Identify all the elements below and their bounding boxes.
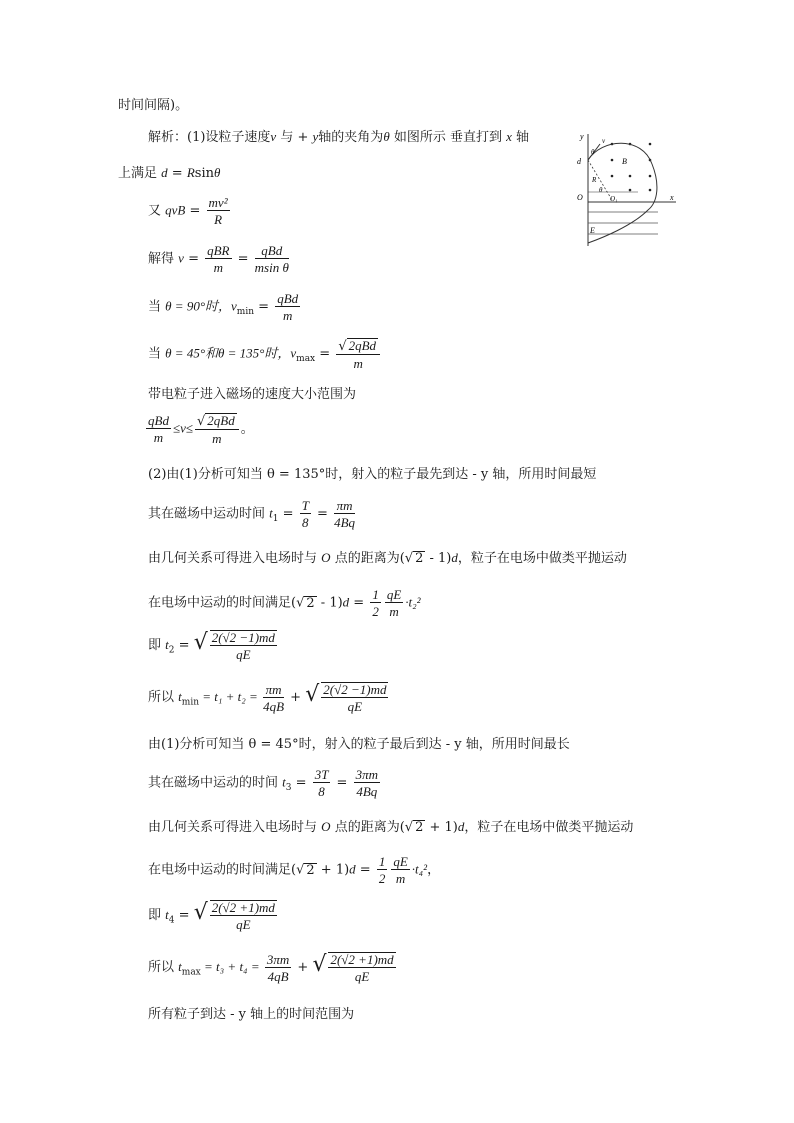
text: 又 — [148, 203, 162, 219]
text: 即 — [148, 638, 162, 653]
var: t — [282, 774, 286, 790]
text: = t₁ + t₂ = — [199, 689, 262, 704]
text: ，粒子在电场中做类平抛运动 — [464, 820, 634, 835]
sqrt-expression: √ $\frac{2(√2 -1)md}{qE}$ — [193, 630, 275, 662]
fraction-3T-8: $\frac{3T}{8}$ — [314, 767, 329, 799]
fraction-qBR-m: $\frac{\text{qBR}}{m}$ — [207, 243, 230, 275]
var: v — [178, 250, 184, 266]
sub: 3 — [285, 783, 292, 794]
text: 如图所示 垂直打到 — [393, 130, 502, 145]
sqrt: 2 — [306, 595, 315, 611]
var: y — [312, 129, 319, 144]
text-line-20: 即 $t_4$ = √ $\frac{2(√2 +1)md}{qE}$ — [148, 900, 279, 931]
text: = — [349, 595, 369, 611]
text-line-21: 所以 $t_{max} = t_3 + t_4$ = $\frac{3\pi m}{4qB}$ + √ $\frac{2(√2 +1)md}{qE}$ — [148, 952, 398, 983]
text: 点的距离为( — [334, 820, 405, 835]
text: 轴 — [516, 130, 530, 145]
text: 其在磁场中运动的时间 — [148, 775, 279, 791]
text: 在电场中运动的时间满足( — [148, 862, 297, 878]
text-line-1 — [118, 99, 188, 112]
var: x — [506, 129, 512, 144]
text-line-5: 解得 v = $\frac{\text{qBR}}{m}$ = $\frac{\text{qBd}}{\text{msin θ}}$ — [148, 243, 289, 275]
label-y: y — [580, 132, 584, 141]
var: t — [165, 637, 169, 652]
var: t — [178, 689, 182, 704]
var: t — [165, 907, 169, 922]
text: ，粒子在电场中做类平抛运动 — [457, 551, 627, 566]
sqrt: 2 — [415, 820, 424, 835]
text: 带电粒子进入磁场的速度大小范围为 — [148, 387, 357, 402]
text: 其在磁场中运动时间 — [148, 506, 266, 522]
text-line-17: 其在磁场中运动的时间 $t_3$ = $\frac{3T}{8}$ = $\frac{3\pi m}{4Bq}$ — [148, 767, 378, 799]
label-R: R — [592, 176, 597, 184]
text: 上满足 — [118, 166, 158, 181]
text-line-16 — [148, 738, 570, 751]
fraction-qBd-m-low: $\frac{\text{qBd}}{m}$ — [148, 413, 169, 445]
text: 即 — [148, 908, 162, 923]
label-d: d — [577, 157, 581, 166]
fraction-qBd-m: $\frac{\text{qBd}}{m}$ — [277, 291, 299, 323]
sqrt: 2 — [306, 862, 315, 878]
sqrt: 2 — [415, 551, 424, 566]
sub: 2 — [168, 645, 175, 656]
var: v — [231, 298, 237, 314]
var: t — [269, 505, 273, 521]
label-theta-2: θ — [599, 186, 603, 194]
fraction-1-2: $\frac{1}{2}$ — [372, 587, 379, 619]
text: 由几何关系可得进入电场时与 — [148, 551, 318, 566]
text-line-19: 在电场中运动的时间满足(√ 2 + 1)d = $\frac{1}{2}$ $\frac{qE}{m}$ ·t₄²， — [148, 854, 441, 886]
sqrt-expression: √ $\frac{2(√2 +1)md}{qE}$ — [312, 952, 394, 984]
var: d — [349, 861, 356, 877]
text: 由几何关系可得进入电场时与 — [148, 820, 318, 835]
var: θ — [383, 129, 390, 144]
text-line-10 — [148, 468, 596, 481]
text: 所有粒子到达 - y 轴上的时间范围为 — [148, 1007, 355, 1022]
label-theta: θ — [591, 148, 595, 156]
sub: max — [296, 354, 316, 365]
fraction-sqrt2qBd-m-high: $\frac{\text{√ 2qBd}}{m}$ — [195, 413, 239, 445]
text: - 1) — [316, 595, 343, 611]
text: = t₃ + t₄ = — [200, 959, 263, 974]
text-line-22 — [148, 1008, 354, 1021]
text: 时间间隔)。 — [118, 98, 189, 113]
sqrt-expression: √ $\frac{2(√2 -1)md}{qE}$ — [305, 682, 387, 714]
var: d — [457, 819, 465, 834]
fraction-sqrt2qBd-m: $\frac{\text{√ 2qBd}}{m}$ — [336, 338, 380, 370]
var: θ — [213, 165, 221, 180]
fraction-3pim-4qB: $\frac{3\pi m}{4qB}$ — [266, 951, 290, 984]
fraction-T-8: $\frac{T}{8}$ — [301, 498, 309, 530]
text-line-3 — [118, 166, 220, 180]
fraction-pim-4Bq: $\frac{\pi m}{4Bq}$ — [334, 498, 356, 530]
text-line-2 — [148, 130, 529, 144]
text: + 1) — [425, 820, 458, 835]
var: O — [321, 550, 331, 565]
fraction-qBd-msin: $\frac{\text{qBd}}{\text{msin θ}}$ — [254, 243, 289, 275]
fraction-qE-m: $\frac{qE}{m}$ — [386, 587, 402, 619]
label-O: O — [577, 193, 583, 202]
sub: 1 — [272, 514, 279, 525]
text: 。 — [240, 421, 254, 437]
fraction-pim-4qB: $\frac{\pi m}{4qB}$ — [263, 681, 285, 714]
text-line-14: 即 $t_2$ = √ $\frac{2(√2 -1)md}{qE}$ — [148, 630, 279, 661]
text: 当 — [148, 299, 162, 315]
var: v — [270, 129, 277, 144]
sub: max — [181, 967, 201, 978]
text-line-11: 其在磁场中运动时间 $t_1$ = $\frac{T}{8}$ = $\frac{\pi m}{4Bq}$ — [148, 498, 356, 530]
text: 解析：(1)设粒子速度 — [148, 130, 271, 145]
fraction-3pim-4Bq: $\frac{3\pi m}{4Bq}$ — [355, 767, 378, 799]
text-line-13: 在电场中运动的时间满足(√ 2 - 1)d = $\frac{1}{2}$ $\frac{qE}{m}$ ·t₂² — [148, 587, 421, 619]
text: 当 — [148, 346, 162, 362]
text: = — [185, 203, 205, 219]
label-B: B — [622, 157, 627, 166]
text-line-12: 由几何关系可得进入电场时与 O 点的距离为(√ 2 - 1)d，粒子在电场中做类平抛运动 — [148, 550, 627, 566]
var: O — [321, 819, 331, 834]
text: 由(1)分析可知当 θ = 45°时，射入的粒子最后到达 - y 轴，所用时间最长 — [148, 737, 570, 752]
text: θ = 90°时， — [165, 298, 232, 314]
label-O1: O₁ — [610, 195, 618, 203]
text-line-15: 所以 $t_{min} = t_1 + t_2$ = $\frac{\pi m}{4qB}$ + √ $\frac{2(√2 -1)md}{qE}$ — [148, 682, 390, 713]
text: ， — [427, 862, 441, 878]
fraction-1-2-b: $\frac{1}{2}$ — [378, 854, 386, 886]
text: 解得 — [148, 251, 175, 267]
text: θ = 45°和 — [165, 345, 219, 361]
text: = — [355, 862, 375, 878]
physics-diagram — [572, 130, 682, 248]
sqrt-expression: √ $\frac{2(√2 +1)md}{qE}$ — [193, 900, 275, 932]
text: - 1) — [425, 551, 452, 566]
fraction-qE-m-b: $\frac{qE}{m}$ — [393, 854, 408, 886]
text: sin — [194, 166, 214, 181]
text: 轴的夹角为 — [318, 130, 384, 145]
label-x: x — [670, 193, 674, 202]
text-line-4 — [148, 196, 232, 226]
text-line-18: 由几何关系可得进入电场时与 O 点的距离为(√ 2 + 1)d，粒子在电场中做类平抛运动 — [148, 819, 634, 835]
text: ≤v≤ — [172, 420, 193, 436]
label-E: E — [590, 226, 595, 235]
text-line-8 — [148, 388, 356, 401]
text: 点的距离为( — [334, 551, 405, 566]
var: t — [178, 959, 182, 974]
text: (2)由(1)分析可知当 θ = 135°时，射入的粒子最先到达 - y 轴，所用时间最短 — [148, 467, 597, 482]
var: d — [161, 165, 168, 180]
text-line-6: 当 θ = 90°时，$v_{min}$ = $\frac{\text{qBd}}{m}$ — [148, 291, 299, 323]
text: ·t₂² — [405, 594, 421, 610]
text: θ = 135°时， — [218, 345, 291, 361]
sub: 4 — [168, 915, 175, 926]
var: v — [290, 345, 297, 361]
text: ·t₄² — [411, 861, 428, 877]
text: 所以 — [148, 960, 175, 975]
text: 所以 — [148, 690, 175, 705]
text: 在电场中运动的时间满足( — [148, 595, 297, 611]
text-line-9 — [144, 413, 254, 445]
fraction-mv2-R: $\frac{\text{mv²}}{R}$ — [208, 195, 228, 227]
text-line-7: 当 θ = 45°和θ = 135°时，$v_{max}$ = $\frac{\text{√ 2qBd}}{m}$ — [148, 338, 382, 370]
sub: min — [181, 697, 199, 708]
text: + 1) — [316, 862, 350, 878]
var: R — [186, 165, 195, 180]
label-v: v — [602, 137, 606, 145]
var: d — [451, 550, 458, 565]
text: 与 + — [280, 130, 313, 145]
text: = — [167, 166, 187, 181]
var: d — [342, 594, 350, 610]
var: qvB — [165, 202, 186, 218]
field-dots — [611, 143, 652, 192]
sub: min — [236, 307, 255, 318]
